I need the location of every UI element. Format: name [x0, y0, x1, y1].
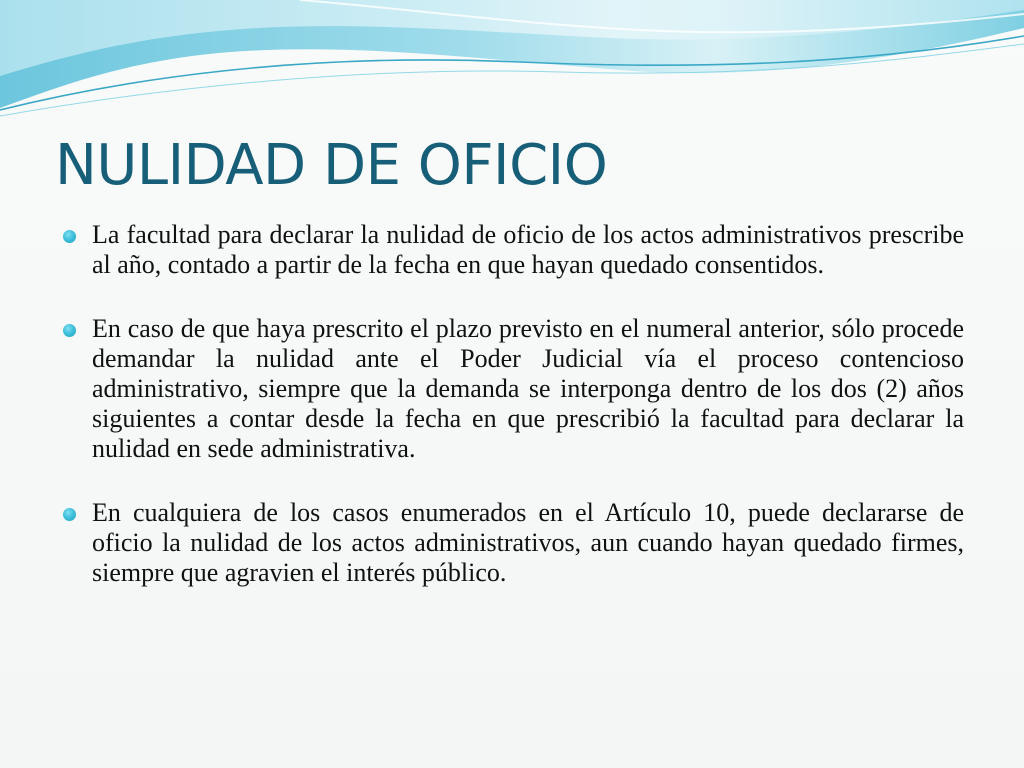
bullet-point-icon — [63, 324, 76, 337]
bullet-text: En caso de que haya prescrito el plazo previsto en el numeral anterior, sólo procede demandar la nulidad ante el Poder Judicial vía el proceso contencioso administrativo, siempre que la demanda se interponga dentro de los dos (2) años siguientes a contar desde la fecha en que prescribió la facultad para declarar la nulidad en sede administrativa. — [92, 314, 964, 463]
bullet-text: La facultad para declarar la nulidad de oficio de los actos administrativos prescribe al año, contado a partir de la fecha en que hayan quedado consentidos. — [92, 220, 964, 279]
bullet-point-icon — [63, 230, 76, 243]
header-wave-decoration — [0, 0, 1024, 130]
slide-title: NULIDAD DE OFICIO — [55, 133, 608, 198]
list-item — [92, 498, 964, 588]
list-item — [92, 220, 964, 280]
bullet-point-icon — [63, 508, 76, 521]
bullet-list — [92, 220, 964, 588]
list-item — [92, 314, 964, 464]
bullet-text: En cualquiera de los casos enumerados en el Artículo 10, puede declararse de oficio la nulidad de los actos administrativos, aun cuando hayan quedado firmes, siempre que agravien el interés público. — [92, 498, 964, 587]
